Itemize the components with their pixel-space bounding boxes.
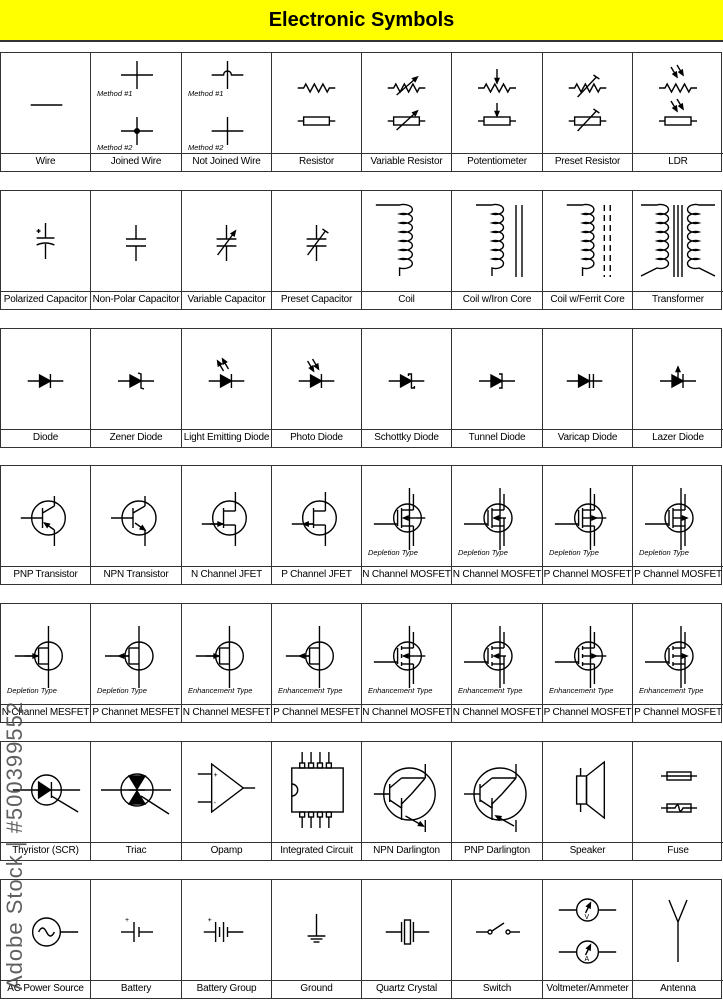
svg-text:-: - xyxy=(213,799,216,808)
symbol-label: Switch xyxy=(452,980,542,998)
symbol-cell xyxy=(1,466,91,584)
symbol-sublabel: Depletion Type xyxy=(458,548,508,557)
symbol-sublabel: Method #2 xyxy=(97,143,133,152)
preset-capacitor-icon xyxy=(272,191,361,294)
symbol-label: Not Joined Wire xyxy=(182,153,271,171)
symbol-label: P Channel MOSFET xyxy=(633,566,723,584)
symbol-label: N Channel MESFET xyxy=(1,704,90,722)
wire-icon xyxy=(1,53,90,156)
polarized-capacitor-icon xyxy=(1,191,90,294)
svg-text:V: V xyxy=(584,913,590,922)
symbol-cell xyxy=(452,466,543,584)
symbol-cell xyxy=(272,329,362,447)
led-icon xyxy=(182,329,271,432)
symbol-sublabel: Enhancement Type xyxy=(639,686,704,695)
symbol-label: Triac xyxy=(91,842,181,860)
symbol-cell xyxy=(452,329,543,447)
symbol-cell xyxy=(362,329,452,447)
symbol-label: NPN Transistor xyxy=(91,566,181,584)
symbol-label: Ground xyxy=(272,980,361,998)
potentiometer-icon xyxy=(452,53,542,156)
symbol-cell xyxy=(91,53,182,171)
symbol-row xyxy=(0,879,722,999)
symbol-cell xyxy=(182,742,272,860)
symbol-cell xyxy=(362,742,452,860)
symbol-label: Lazer Diode xyxy=(633,429,723,447)
diode-icon xyxy=(1,329,90,432)
symbol-cell xyxy=(272,191,362,309)
symbol-label: Wire xyxy=(1,153,90,171)
coil-ferrite-icon xyxy=(543,191,632,294)
symbol-cell xyxy=(182,880,272,998)
symbol-cell xyxy=(362,53,452,171)
symbol-label: Speaker xyxy=(543,842,632,860)
battery-icon xyxy=(91,880,181,983)
capacitor-icon xyxy=(91,191,181,294)
symbol-label: LDR xyxy=(633,153,723,171)
symbol-cell xyxy=(543,742,633,860)
symbol-cell xyxy=(452,880,543,998)
symbol-label: N Channel JFET xyxy=(182,566,271,584)
symbol-cell xyxy=(633,604,723,722)
symbol-label: NPN Darlington xyxy=(362,842,451,860)
ic-icon xyxy=(272,742,361,845)
symbol-label: P Channel MOSFET xyxy=(543,566,632,584)
speaker-icon xyxy=(543,742,632,845)
svg-text:+: + xyxy=(213,771,218,780)
symbol-label: Opamp xyxy=(182,842,271,860)
symbol-cell xyxy=(452,191,543,309)
symbol-sublabel: Enhancement Type xyxy=(549,686,614,695)
symbol-cell xyxy=(452,53,543,171)
symbol-cell xyxy=(633,880,723,998)
pnp-icon xyxy=(1,466,90,569)
symbol-cell xyxy=(182,329,272,447)
symbol-label: Photo Diode xyxy=(272,429,361,447)
symbol-cell xyxy=(543,191,633,309)
symbol-cell xyxy=(182,53,272,171)
symbol-label: P Channet MESFET xyxy=(91,704,181,722)
symbol-label: N Channel MOSFET xyxy=(452,566,542,584)
svg-text:A: A xyxy=(584,955,590,964)
symbol-cell xyxy=(182,191,272,309)
transformer-icon xyxy=(633,191,723,294)
symbol-label: P Channel MOSFET xyxy=(633,704,723,722)
symbol-row xyxy=(0,465,722,585)
npn-icon xyxy=(91,466,181,569)
preset-resistor-icon xyxy=(543,53,632,156)
symbol-label: Integrated Circuit xyxy=(272,842,361,860)
symbol-label: Coil xyxy=(362,291,451,309)
symbol-label: N Channel MOSFET xyxy=(362,704,451,722)
symbol-cell xyxy=(543,53,633,171)
symbol-label: Tunnel Diode xyxy=(452,429,542,447)
symbol-sublabel: Enhancement Type xyxy=(188,686,253,695)
symbol-label: Schottky Diode xyxy=(362,429,451,447)
symbol-cell xyxy=(272,466,362,584)
symbol-label: P Channel MOSFET xyxy=(543,704,632,722)
symbol-cell xyxy=(452,742,543,860)
symbol-cell xyxy=(272,742,362,860)
coil-icon xyxy=(362,191,451,294)
opamp-icon xyxy=(182,742,271,845)
symbol-cell xyxy=(91,466,182,584)
symbol-label: Joined Wire xyxy=(91,153,181,171)
antenna-icon xyxy=(633,880,723,983)
fuse-icon xyxy=(633,742,723,845)
symbol-cell xyxy=(91,329,182,447)
symbol-sublabel: Depletion Type xyxy=(368,548,418,557)
symbol-sublabel: Enhancement Type xyxy=(368,686,433,695)
tunnel-icon xyxy=(452,329,542,432)
symbol-label: Light Emitting Diode xyxy=(182,429,271,447)
crystal-icon xyxy=(362,880,451,983)
symbol-label: Antenna xyxy=(633,980,723,998)
symbol-cell xyxy=(362,191,452,309)
symbol-label: Coil w/Iron Core xyxy=(452,291,542,309)
symbol-sublabel: Enhancement Type xyxy=(278,686,343,695)
symbol-sublabel: Depletion Type xyxy=(97,686,147,695)
symbol-label: Voltmeter/Ammeter xyxy=(543,980,632,998)
symbol-cell xyxy=(91,604,182,722)
switch-icon xyxy=(452,880,542,983)
symbol-cell xyxy=(633,742,723,860)
joined-wire-icon xyxy=(91,53,181,156)
symbol-label: Transformer xyxy=(633,291,723,309)
photodiode-icon xyxy=(272,329,361,432)
variable-resistor-icon xyxy=(362,53,451,156)
battery-group-icon xyxy=(182,880,271,983)
symbol-cell xyxy=(362,466,452,584)
coil-iron-icon xyxy=(452,191,542,294)
zener-icon xyxy=(91,329,181,432)
symbol-cell xyxy=(272,604,362,722)
symbol-label: N Channel MOSFET xyxy=(362,566,451,584)
symbol-row xyxy=(0,603,722,723)
symbol-sublabel: Method #2 xyxy=(188,143,224,152)
symbol-label: Battery Group xyxy=(182,980,271,998)
symbol-label: Diode xyxy=(1,429,90,447)
symbol-cell xyxy=(543,880,633,998)
njfet-icon xyxy=(182,466,271,569)
npn-darlington-icon xyxy=(362,742,451,845)
pnp-darlington-icon xyxy=(452,742,542,845)
symbol-label: PNP Transistor xyxy=(1,566,90,584)
page-title: Electronic Symbols xyxy=(268,8,455,31)
symbol-label: P Channel JFET xyxy=(272,566,361,584)
symbol-label: Fuse xyxy=(633,842,723,860)
symbol-label: Zener Diode xyxy=(91,429,181,447)
symbol-label: Coil w/Ferrit Core xyxy=(543,291,632,309)
symbol-cell xyxy=(1,53,91,171)
symbol-cell xyxy=(182,604,272,722)
symbol-label: PNP Darlington xyxy=(452,842,542,860)
symbol-label: Thyristor (SCR) xyxy=(1,842,90,860)
symbol-label: Quartz Crystal xyxy=(362,980,451,998)
symbol-cell xyxy=(543,466,633,584)
resistor-icon xyxy=(272,53,361,156)
symbol-label: Variable Capacitor xyxy=(182,291,271,309)
symbol-label: Variable Resistor xyxy=(362,153,451,171)
ground-icon xyxy=(272,880,361,983)
symbol-row xyxy=(0,328,722,448)
symbol-sublabel: Method #1 xyxy=(188,89,224,98)
symbol-cell xyxy=(633,191,723,309)
symbol-row xyxy=(0,190,722,310)
laser-icon xyxy=(633,329,723,432)
symbol-sublabel: Depletion Type xyxy=(639,548,689,557)
symbol-sublabel: Depletion Type xyxy=(7,686,57,695)
symbol-cell xyxy=(272,880,362,998)
symbol-label: N Channel MESFET xyxy=(182,704,271,722)
symbol-label: AC Power Source xyxy=(1,980,90,998)
symbol-cell xyxy=(1,191,91,309)
symbol-cell xyxy=(362,604,452,722)
not-joined-wire-icon xyxy=(182,53,271,156)
symbol-label: Potentiometer xyxy=(452,153,542,171)
symbol-label: Battery xyxy=(91,980,181,998)
symbol-row xyxy=(0,741,722,861)
page-header xyxy=(0,0,723,42)
symbol-cell xyxy=(543,329,633,447)
symbol-label: N Channel MOSFET xyxy=(452,704,542,722)
variable-capacitor-icon xyxy=(182,191,271,294)
symbol-label: Varicap Diode xyxy=(543,429,632,447)
symbol-cell xyxy=(543,604,633,722)
symbol-label: Preset Capacitor xyxy=(272,291,361,309)
symbol-cell xyxy=(91,742,182,860)
symbol-label: P Channel MESFET xyxy=(272,704,361,722)
symbol-sublabel: Depletion Type xyxy=(549,548,599,557)
symbol-cell xyxy=(272,53,362,171)
symbol-label: Preset Resistor xyxy=(543,153,632,171)
symbol-row xyxy=(0,52,722,172)
symbol-cell xyxy=(182,466,272,584)
varicap-icon xyxy=(543,329,632,432)
svg-text:+: + xyxy=(207,916,212,925)
symbol-label: Polarized Capacitor xyxy=(1,291,90,309)
symbol-cell xyxy=(362,880,452,998)
symbol-cell xyxy=(633,53,723,171)
pjfet-icon xyxy=(272,466,361,569)
triac-icon xyxy=(91,742,181,845)
watermark: Adobe Stock | #500399552 xyxy=(2,700,27,990)
symbol-cell xyxy=(91,880,182,998)
symbol-label: Resistor xyxy=(272,153,361,171)
symbol-cell xyxy=(633,329,723,447)
schottky-icon xyxy=(362,329,451,432)
symbol-cell xyxy=(452,604,543,722)
symbol-sublabel: Enhancement Type xyxy=(458,686,523,695)
symbol-label: Non-Polar Capacitor xyxy=(91,291,181,309)
ldr-icon xyxy=(633,53,723,156)
symbol-sublabel: Method #1 xyxy=(97,89,133,98)
meter-icon xyxy=(543,880,632,983)
symbol-cell xyxy=(633,466,723,584)
symbol-cell xyxy=(1,329,91,447)
svg-text:+: + xyxy=(125,917,130,924)
symbol-cell xyxy=(91,191,182,309)
